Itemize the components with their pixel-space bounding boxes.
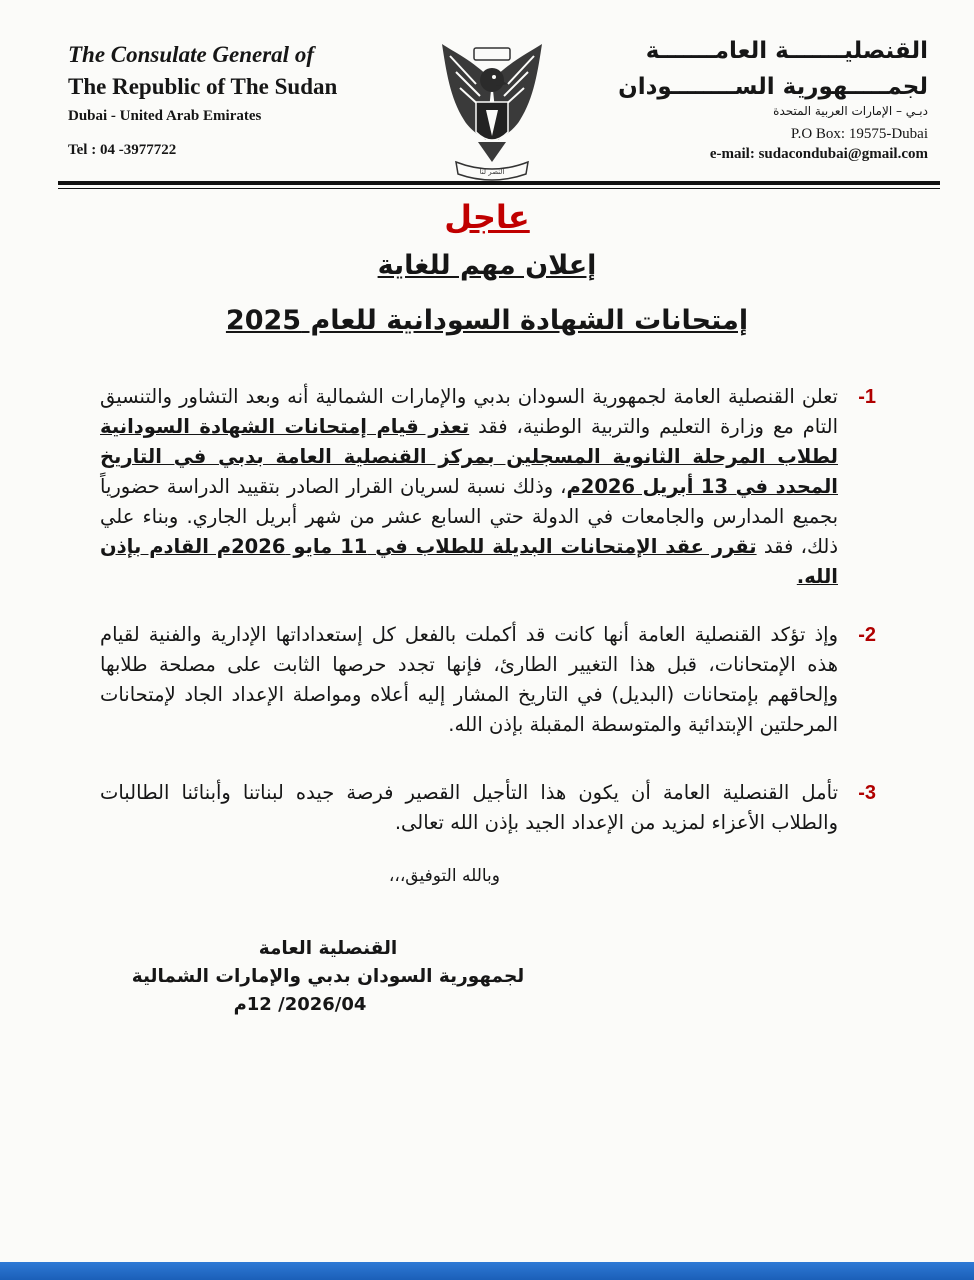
paragraph-2 bbox=[100, 620, 876, 778]
republic-name-en: The Republic of The Sudan bbox=[68, 74, 338, 99]
header-divider bbox=[58, 181, 940, 185]
paragraph-number: 3- bbox=[858, 782, 876, 804]
consulate-name-ar: القنصليـــــــة العامـــــــة bbox=[645, 38, 928, 64]
paragraph-text: ، وذلك نسبة لسريان القرار الصادر بتقييد الدراسة حضورياً بجميع المدارس والجامعات في الدولة حتي السابع عشر من شهر أبريل الجاري. وبناء علي ذلك، فقد bbox=[100, 475, 839, 558]
telephone: Tel : 04 -3977722 bbox=[68, 142, 177, 158]
header-arabic bbox=[598, 38, 928, 163]
header-english bbox=[68, 42, 398, 159]
letter-body bbox=[100, 382, 876, 864]
republic-name-ar: لجمـــــهورية الســــــــودان bbox=[618, 74, 928, 100]
exam-title: إمتحانات الشهادة السودانية للعام 2025 bbox=[225, 305, 749, 336]
announcement-title: إعلان مهم للغاية bbox=[377, 250, 597, 281]
paragraph-number: 1- bbox=[858, 386, 876, 408]
consulate-name-en: The Consulate General of bbox=[68, 42, 314, 67]
paragraph-text: وإذ تؤكد القنصلية العامة أنها كانت قد أكملت بالفعل كل إستعداداتها الإدارية والفنية لقيام هذه الإمتحانات، قبل هذا التغيير الطارئ، فإنها تجدد حرصها الثابت على مصلحة طلابها وإلحاقهم بإمتحانات (البديل) في التاريخ المشار إليه أعلاه ومواصلة الإعداد الجاد لإمتحانات المرحلتين الإبتدائية والمتوسطة المقبلة بإذن الله. bbox=[100, 623, 838, 736]
paragraph-3 bbox=[100, 778, 876, 864]
urgent-title: عاجل bbox=[444, 198, 530, 236]
emphasis-text: تعذر قيام إمتحانات الشهادة السودانية لطلاب المرحلة الثانوية المسجلين بمركز القنصلية العامة بدبي في التاريخ المحدد في 13 أبريل 2026م bbox=[100, 415, 838, 498]
sudan-emblem-icon bbox=[436, 40, 548, 184]
paragraph-1 bbox=[100, 382, 876, 620]
emblem-motto: النصر لنا bbox=[479, 168, 505, 176]
closing-greeting: وبالله التوفيق،،، bbox=[388, 866, 500, 886]
emphasis-text: تقرر عقد الإمتحانات البديلة للطلاب في 11 مايو 2026م القادم بإذن الله. bbox=[100, 535, 838, 588]
letter-date: 2026/04/ 12م bbox=[233, 994, 367, 1015]
location-en: Dubai - United Arab Emirates bbox=[68, 108, 262, 124]
location-ar: دبـي – الإمارات العربية المتحدة bbox=[773, 104, 928, 118]
po-box: P.O Box: 19575-Dubai bbox=[790, 126, 928, 142]
paragraph-text: تعلن القنصلية العامة لجمهورية السودان بدبي والإمارات الشمالية أنه وبعد التشاور والتنسيق التام مع وزارة التعليم والتربية الوطنية، فقد bbox=[100, 385, 838, 438]
header-divider-thin bbox=[58, 188, 940, 189]
bottom-bar bbox=[0, 1262, 974, 1280]
paragraph-number: 2- bbox=[858, 624, 876, 646]
paragraph-text: تأمل القنصلية العامة أن يكون هذا التأجيل القصير فرصة جيده لبناتنا وأبنائنا الطالبات والطلاب الأعزاء لمزيد من الإعداد الجيد بإذن الله تعالى. bbox=[100, 781, 838, 834]
signature-consulate: القنصلية العامة bbox=[258, 938, 398, 959]
email-address: e-mail: sudacondubai@gmail.com bbox=[709, 146, 928, 162]
signature-republic: لجمهورية السودان بدبي والإمارات الشمالية bbox=[131, 966, 525, 987]
